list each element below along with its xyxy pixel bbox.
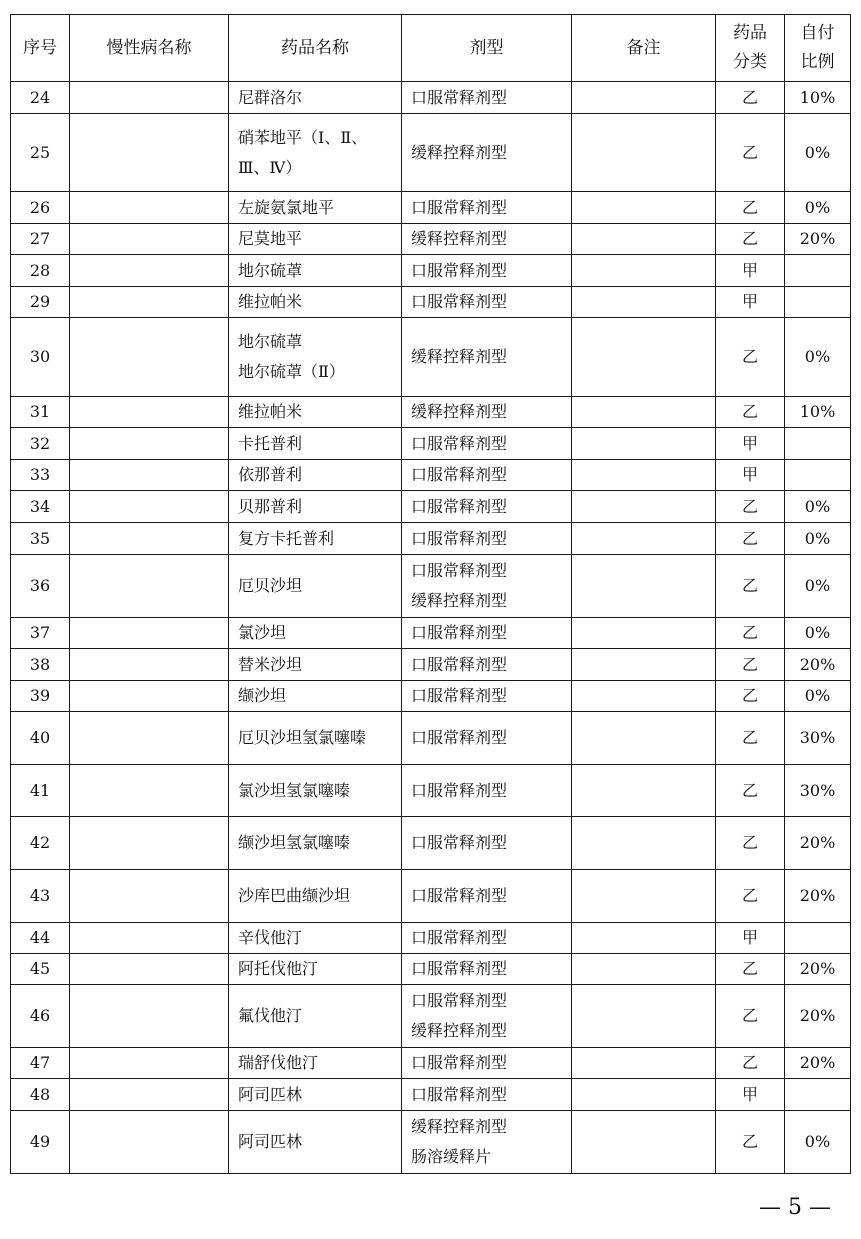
header-remark: 备注: [572, 15, 716, 82]
cell-ratio: 0%: [785, 618, 851, 649]
dosage-form-line: 口服常释剂型: [411, 496, 508, 516]
cell-no: 27: [11, 224, 70, 255]
cell-disease: [70, 491, 229, 523]
cell-disease: [70, 681, 229, 712]
cell-dosage-form: [402, 765, 572, 817]
cell-dosage-form: [402, 224, 572, 255]
cell-ratio: 20%: [785, 224, 851, 255]
table-row: [11, 397, 851, 428]
cell-no: 37: [11, 618, 70, 649]
drug-name-line: 替米沙坦: [238, 654, 303, 674]
cell-drug-name: [229, 954, 402, 985]
cell-ratio: 20%: [785, 649, 851, 681]
drug-name-line: 厄贝沙坦: [238, 576, 303, 595]
header-row: [11, 15, 851, 82]
drug-name-line: 尼群洛尔: [238, 87, 303, 107]
cell-disease: [70, 428, 229, 460]
cell-category: 乙: [716, 765, 785, 817]
cell-remark: [572, 523, 716, 555]
dosage-form-line: 口服常释剂型: [411, 87, 508, 107]
drug-name-line: 左旋氨氯地平: [238, 197, 335, 217]
header-category: [716, 15, 785, 82]
cell-disease: [70, 397, 229, 428]
cell-category: 乙: [716, 817, 785, 870]
cell-drug-name: [229, 817, 402, 870]
cell-disease: [70, 817, 229, 870]
cell-remark: [572, 460, 716, 491]
drug-name-line: 辛伐他汀: [238, 928, 303, 947]
cell-disease: [70, 954, 229, 985]
cell-category: 乙: [716, 224, 785, 255]
table-row: [11, 114, 851, 192]
cell-dosage-form: [402, 287, 572, 318]
cell-drug-name: [229, 555, 402, 618]
dosage-form-line: 口服常释剂型: [411, 1084, 508, 1104]
dosage-form-line: 口服常释剂型: [411, 1053, 508, 1072]
table-row: [11, 765, 851, 817]
cell-ratio: [785, 460, 851, 491]
cell-disease: [70, 192, 229, 224]
dosage-form-line: 口服常释剂型: [411, 197, 508, 217]
dosage-form-line: 口服常释剂型: [411, 433, 508, 453]
cell-ratio: 0%: [785, 114, 851, 192]
cell-remark: [572, 428, 716, 460]
cell-no: 42: [11, 817, 70, 870]
drug-name-line: 尼莫地平: [238, 229, 303, 248]
drug-name-line: 瑞舒伐他汀: [238, 1053, 319, 1072]
cell-dosage-form: [402, 1111, 572, 1174]
drug-name-line: 氯沙坦: [238, 623, 287, 642]
cell-dosage-form: [402, 397, 572, 428]
drug-name-line: 地尔硫䓬（Ⅱ）: [238, 362, 345, 381]
cell-category: 乙: [716, 618, 785, 649]
cell-dosage-form: [402, 681, 572, 712]
drug-name-line: 硝苯地平（Ⅰ、Ⅱ、: [238, 127, 368, 147]
cell-disease: [70, 923, 229, 954]
cell-ratio: 0%: [785, 192, 851, 224]
cell-disease: [70, 1079, 229, 1111]
cell-remark: [572, 923, 716, 954]
cell-category: 甲: [716, 460, 785, 491]
cell-ratio: 20%: [785, 817, 851, 870]
cell-no: 26: [11, 192, 70, 224]
cell-disease: [70, 255, 229, 287]
cell-drug-name: [229, 923, 402, 954]
cell-no: 39: [11, 681, 70, 712]
cell-no: 24: [11, 82, 70, 114]
header-category-line: 分类: [733, 52, 767, 72]
page-number: — 5 —: [759, 1195, 831, 1220]
cell-disease: [70, 712, 229, 765]
cell-remark: [572, 114, 716, 192]
cell-remark: [572, 82, 716, 114]
table-row: [11, 192, 851, 224]
cell-disease: [70, 287, 229, 318]
cell-disease: [70, 649, 229, 681]
cell-category: 甲: [716, 1079, 785, 1111]
cell-drug-name: [229, 765, 402, 817]
cell-disease: [70, 985, 229, 1048]
cell-category: 乙: [716, 318, 785, 397]
cell-dosage-form: [402, 460, 572, 491]
cell-disease: [70, 555, 229, 618]
cell-ratio: [785, 1079, 851, 1111]
cell-drug-name: [229, 1079, 402, 1111]
cell-remark: [572, 224, 716, 255]
dosage-form-line: 肠溶缓释片: [411, 1147, 492, 1166]
cell-category: 乙: [716, 555, 785, 618]
cell-no: 38: [11, 649, 70, 681]
table-row: [11, 817, 851, 870]
cell-drug-name: [229, 114, 402, 192]
cell-category: 乙: [716, 985, 785, 1048]
cell-dosage-form: [402, 712, 572, 765]
cell-category: 甲: [716, 287, 785, 318]
drug-list-table: [10, 14, 851, 1174]
cell-ratio: 0%: [785, 555, 851, 618]
drug-name-line: 卡托普利: [238, 433, 303, 453]
cell-drug-name: [229, 618, 402, 649]
cell-dosage-form: [402, 192, 572, 224]
cell-category: 乙: [716, 82, 785, 114]
table-row: [11, 428, 851, 460]
table-row: [11, 1111, 851, 1174]
cell-no: 32: [11, 428, 70, 460]
cell-no: 40: [11, 712, 70, 765]
cell-no: 29: [11, 287, 70, 318]
cell-ratio: 20%: [785, 954, 851, 985]
cell-category: 乙: [716, 870, 785, 923]
header-ratio: [785, 15, 851, 82]
cell-category: 乙: [716, 712, 785, 765]
header-disease: 慢性病名称: [70, 15, 229, 82]
cell-remark: [572, 618, 716, 649]
cell-ratio: 20%: [785, 985, 851, 1048]
table-row: [11, 82, 851, 114]
dosage-form-line: 口服常释剂型: [411, 654, 508, 674]
drug-name-line: 氟伐他汀: [238, 1006, 303, 1025]
table-row: [11, 618, 851, 649]
table-row: [11, 491, 851, 523]
cell-no: 30: [11, 318, 70, 397]
cell-disease: [70, 618, 229, 649]
cell-dosage-form: [402, 1048, 572, 1079]
cell-ratio: 0%: [785, 1111, 851, 1174]
cell-disease: [70, 460, 229, 491]
cell-drug-name: [229, 1048, 402, 1079]
drug-name-line: 依那普利: [238, 465, 303, 484]
dosage-form-line: 缓释控释剂型: [411, 1021, 508, 1040]
cell-no: 46: [11, 985, 70, 1048]
table-row: [11, 1048, 851, 1079]
cell-drug-name: [229, 1111, 402, 1174]
table-row: [11, 870, 851, 923]
drug-name-line: 阿司匹林: [238, 1132, 303, 1151]
cell-dosage-form: [402, 985, 572, 1048]
cell-dosage-form: [402, 523, 572, 555]
cell-disease: [70, 1111, 229, 1174]
cell-remark: [572, 397, 716, 428]
cell-ratio: 10%: [785, 82, 851, 114]
dosage-form-line: 口服常释剂型: [411, 991, 508, 1010]
cell-dosage-form: [402, 318, 572, 397]
cell-no: 47: [11, 1048, 70, 1079]
cell-disease: [70, 523, 229, 555]
cell-remark: [572, 255, 716, 287]
cell-no: 48: [11, 1079, 70, 1111]
cell-drug-name: [229, 287, 402, 318]
table-row: [11, 555, 851, 618]
cell-dosage-form: [402, 428, 572, 460]
dosage-form-line: 缓释控释剂型: [411, 142, 508, 162]
cell-remark: [572, 765, 716, 817]
cell-dosage-form: [402, 555, 572, 618]
dosage-form-line: 缓释控释剂型: [411, 402, 508, 421]
cell-category: 乙: [716, 681, 785, 712]
dosage-form-line: 口服常释剂型: [411, 728, 508, 747]
drug-name-line: 沙库巴曲缬沙坦: [238, 886, 351, 905]
cell-dosage-form: [402, 923, 572, 954]
cell-no: 31: [11, 397, 70, 428]
cell-remark: [572, 318, 716, 397]
cell-ratio: 20%: [785, 1048, 851, 1079]
table-row: [11, 224, 851, 255]
header-category-line: 药品: [733, 23, 767, 43]
cell-dosage-form: [402, 954, 572, 985]
dosage-form-line: 缓释控释剂型: [411, 591, 508, 610]
dosage-form-line: 缓释控释剂型: [411, 1117, 508, 1136]
cell-no: 41: [11, 765, 70, 817]
cell-ratio: 30%: [785, 712, 851, 765]
cell-ratio: [785, 255, 851, 287]
drug-name-line: Ⅲ、Ⅳ）: [238, 157, 302, 177]
drug-name-line: 厄贝沙坦氢氯噻嗪: [238, 728, 367, 747]
cell-drug-name: [229, 192, 402, 224]
table-row: [11, 681, 851, 712]
cell-category: 乙: [716, 192, 785, 224]
dosage-form-line: 口服常释剂型: [411, 959, 508, 978]
cell-category: 甲: [716, 923, 785, 954]
table-body: [11, 82, 851, 1174]
cell-ratio: 0%: [785, 681, 851, 712]
drug-name-line: 阿司匹林: [238, 1084, 303, 1104]
cell-drug-name: [229, 712, 402, 765]
dosage-form-line: 口服常释剂型: [411, 561, 508, 580]
cell-drug-name: [229, 224, 402, 255]
drug-name-line: 阿托伐他汀: [238, 959, 319, 978]
cell-dosage-form: [402, 491, 572, 523]
cell-drug-name: [229, 397, 402, 428]
cell-remark: [572, 681, 716, 712]
cell-category: 乙: [716, 649, 785, 681]
cell-no: 36: [11, 555, 70, 618]
dosage-form-line: 缓释控释剂型: [411, 229, 508, 248]
dosage-form-line: 口服常释剂型: [411, 833, 508, 852]
header-drug: 药品名称: [229, 15, 402, 82]
table-row: [11, 712, 851, 765]
cell-dosage-form: [402, 255, 572, 287]
cell-drug-name: [229, 428, 402, 460]
table-row: [11, 287, 851, 318]
dosage-form-line: 口服常释剂型: [411, 886, 508, 905]
cell-category: 甲: [716, 428, 785, 460]
cell-category: 甲: [716, 255, 785, 287]
drug-name-line: 缬沙坦氢氯噻嗪: [238, 833, 351, 852]
cell-drug-name: [229, 870, 402, 923]
cell-disease: [70, 82, 229, 114]
cell-disease: [70, 224, 229, 255]
cell-no: 35: [11, 523, 70, 555]
drug-name-line: 维拉帕米: [238, 402, 303, 421]
table-row: [11, 460, 851, 491]
cell-drug-name: [229, 82, 402, 114]
cell-category: 乙: [716, 491, 785, 523]
dosage-form-line: 口服常释剂型: [411, 623, 508, 642]
cell-no: 33: [11, 460, 70, 491]
cell-remark: [572, 870, 716, 923]
dosage-form-line: 口服常释剂型: [411, 928, 508, 947]
header-no: 序号: [11, 15, 70, 82]
cell-drug-name: [229, 318, 402, 397]
cell-ratio: 0%: [785, 318, 851, 397]
cell-disease: [70, 870, 229, 923]
cell-category: 乙: [716, 954, 785, 985]
table-row: [11, 255, 851, 287]
drug-name-line: 贝那普利: [238, 496, 303, 516]
dosage-form-line: 口服常释剂型: [411, 780, 508, 800]
cell-dosage-form: [402, 82, 572, 114]
header-form: 剂型: [402, 15, 572, 82]
cell-remark: [572, 954, 716, 985]
table-row: [11, 318, 851, 397]
cell-remark: [572, 287, 716, 318]
cell-no: 43: [11, 870, 70, 923]
cell-category: 乙: [716, 1048, 785, 1079]
cell-no: 49: [11, 1111, 70, 1174]
cell-remark: [572, 649, 716, 681]
cell-no: 28: [11, 255, 70, 287]
cell-ratio: 30%: [785, 765, 851, 817]
drug-name-line: 氯沙坦氢氯噻嗪: [238, 780, 351, 800]
cell-remark: [572, 712, 716, 765]
cell-disease: [70, 114, 229, 192]
drug-name-line: 地尔硫䓬: [238, 260, 303, 280]
cell-drug-name: [229, 649, 402, 681]
cell-drug-name: [229, 523, 402, 555]
table-row: [11, 523, 851, 555]
dosage-form-line: 口服常释剂型: [411, 260, 508, 280]
cell-remark: [572, 1048, 716, 1079]
table-row: [11, 649, 851, 681]
cell-ratio: 10%: [785, 397, 851, 428]
table-row: [11, 985, 851, 1048]
cell-ratio: [785, 428, 851, 460]
dosage-form-line: 口服常释剂型: [411, 686, 508, 705]
cell-remark: [572, 1111, 716, 1174]
table-row: [11, 1079, 851, 1111]
header-ratio-line: 自付: [800, 23, 835, 43]
drug-name-line: 缬沙坦: [238, 686, 287, 705]
dosage-form-line: 口服常释剂型: [411, 465, 508, 484]
cell-dosage-form: [402, 618, 572, 649]
cell-remark: [572, 192, 716, 224]
cell-category: 乙: [716, 397, 785, 428]
cell-ratio: 0%: [785, 523, 851, 555]
cell-no: 45: [11, 954, 70, 985]
table-row: [11, 954, 851, 985]
cell-disease: [70, 1048, 229, 1079]
cell-category: 乙: [716, 523, 785, 555]
cell-ratio: [785, 923, 851, 954]
dosage-form-line: 口服常释剂型: [411, 528, 508, 548]
cell-category: 乙: [716, 114, 785, 192]
cell-no: 44: [11, 923, 70, 954]
drug-name-line: 地尔硫䓬: [238, 332, 303, 351]
cell-drug-name: [229, 681, 402, 712]
drug-name-line: 复方卡托普利: [238, 528, 335, 548]
cell-remark: [572, 491, 716, 523]
cell-drug-name: [229, 985, 402, 1048]
cell-dosage-form: [402, 870, 572, 923]
cell-disease: [70, 765, 229, 817]
drug-name-line: 维拉帕米: [238, 292, 303, 311]
cell-ratio: 0%: [785, 491, 851, 523]
header-ratio-line: 比例: [800, 52, 835, 72]
cell-drug-name: [229, 460, 402, 491]
cell-drug-name: [229, 255, 402, 287]
cell-dosage-form: [402, 817, 572, 870]
cell-drug-name: [229, 491, 402, 523]
cell-remark: [572, 555, 716, 618]
cell-dosage-form: [402, 649, 572, 681]
cell-remark: [572, 1079, 716, 1111]
cell-ratio: [785, 287, 851, 318]
table-row: [11, 923, 851, 954]
cell-remark: [572, 985, 716, 1048]
cell-ratio: 20%: [785, 870, 851, 923]
cell-dosage-form: [402, 114, 572, 192]
cell-category: 乙: [716, 1111, 785, 1174]
dosage-form-line: 缓释控释剂型: [411, 347, 508, 366]
cell-remark: [572, 817, 716, 870]
cell-no: 34: [11, 491, 70, 523]
dosage-form-line: 口服常释剂型: [411, 292, 508, 311]
cell-dosage-form: [402, 1079, 572, 1111]
cell-no: 25: [11, 114, 70, 192]
cell-disease: [70, 318, 229, 397]
